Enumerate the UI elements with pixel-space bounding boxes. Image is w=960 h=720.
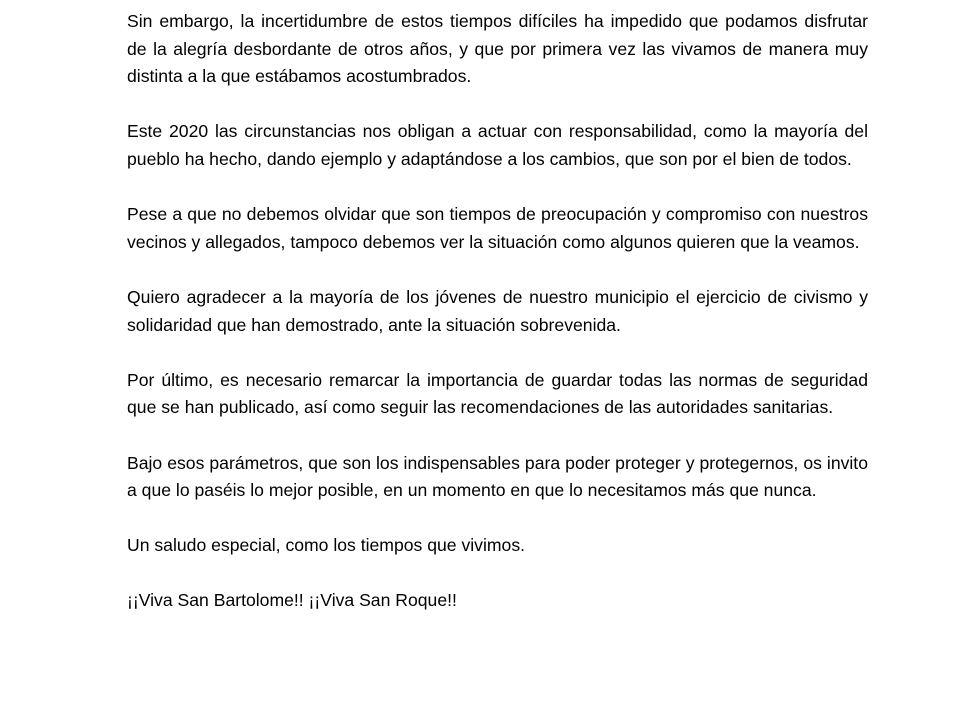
- paragraph-invitation: Bajo esos parámetros, que son los indispensables para poder proteger y protegernos, os invito a que lo paséis lo mejor posible, en un momento en que lo necesitamos más que nunca.: [127, 452, 868, 501]
- paragraph-responsibility: Este 2020 las circunstancias nos obligan a actuar con responsabilidad, como la mayoría del pueblo ha hecho, dando ejemplo y adaptándose a los cambios, que son por el bien de todos.: [127, 121, 868, 169]
- paragraph-safety-rules: Por último, es necesario remarcar la importancia de guardar todas las normas de seguridad que se han publicado, así como seguir las recomendaciones de las autoridades sanitarias.: [127, 369, 868, 418]
- paragraph-concern: Pese a que no debemos olvidar que son tiempos de preocupación y compromiso con nuestros vecinos y allegados, tampoco debemos ver la situación como algunos quieren que la veamos.: [127, 204, 868, 252]
- paragraph-greeting: Un saludo especial, como los tiempos que vivimos.: [127, 535, 525, 556]
- paragraph-cheer: ¡¡Viva San Bartolome!! ¡¡Viva San Roque!!: [127, 590, 457, 611]
- document-body: [127, 8, 868, 643]
- paragraph-gratitude: Quiero agradecer a la mayoría de los jóvenes de nuestro municipio el ejercicio de civismo y solidaridad que han demostrado, ante la situación sobrevenida.: [127, 286, 868, 335]
- paragraph-uncertainty: Sin embargo, la incertidumbre de estos tiempos difíciles ha impedido que podamos disfrutar de la alegría desbordante de otros años, y que por primera vez las vivamos de manera muy distinta a la que estábamos acostumbrados.: [127, 11, 868, 87]
